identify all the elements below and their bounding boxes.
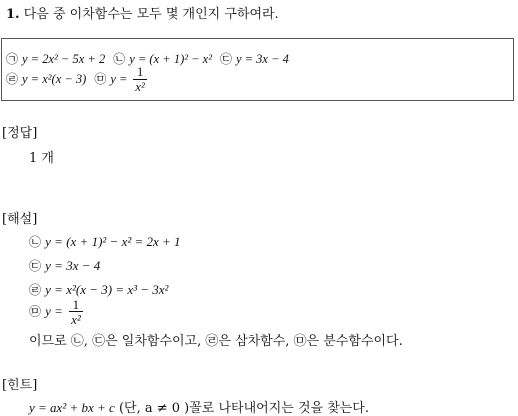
problem-number: 1. [6,7,20,22]
explanation-e-fraction [69,298,83,326]
choice-e-numerator: 1 [136,65,144,79]
hint-line [29,397,369,416]
explanation-c-equation: y = 3x − 4 [45,258,101,273]
choice-e-lhs: y = [110,72,128,86]
explanation-b-equation: y = (x + 1)² − x² = 2x + 1 [45,234,181,249]
choice-c-equation: y = 3x − 4 [235,52,289,66]
explanation-d-marker: ㉣ [29,283,42,297]
choice-a-marker: ㉠ [6,52,19,66]
problem-statement [6,3,279,22]
choices-row-1 [6,50,289,67]
explanation-e-marker: ㉤ [29,304,42,319]
choice-a-equation: y = 2x² − 5x + 2 [22,52,106,66]
hint-condition: (단, a ≠ 0 ) [118,401,190,416]
hint-heading: [힌트] [2,378,38,393]
choice-e-fraction [133,66,146,93]
explanation-conclusion: 이므로 ㉡, ㉢은 일차함수이고, ㉣은 삼차함수, ㉤은 분수함수이다. [29,334,403,349]
explanation-e-lhs: y = [45,303,63,319]
explanation-heading: [해설] [2,212,38,227]
hint-formula: y = ax² + bx + c [29,400,115,415]
explanation-line-e [29,298,83,326]
choice-b-equation: y = (x + 1)² − x² [129,52,212,66]
problem-question: 다음 중 이차함수는 모두 몇 개인지 구하여라. [23,7,279,22]
explanation-line-d [29,281,168,298]
answer-heading: [정답] [2,126,38,141]
answer-value: 1 개 [29,151,54,166]
explanation-d-equation: y = x²(x − 3) = x³ − 3x² [45,282,169,297]
explanation-b-marker: ㉡ [29,235,42,249]
choices-box [1,38,514,101]
choice-d-marker: ㉣ [6,72,19,86]
explanation-c-marker: ㉢ [29,259,42,273]
hint-text: 꼴로 나타내어지는 것을 찾는다. [189,401,370,416]
choice-e-marker: ㉤ [94,72,107,86]
choice-d-equation: y = x²(x − 3) [22,72,87,86]
choices-row-2 [6,66,147,93]
choice-e-denominator: x² [135,79,145,94]
choice-b-marker: ㉡ [113,52,126,66]
choice-c-marker: ㉢ [219,52,232,66]
explanation-line-b [29,233,181,250]
explanation-e-denominator: x² [71,312,81,327]
explanation-e-numerator: 1 [72,297,80,312]
explanation-line-c [29,257,100,274]
